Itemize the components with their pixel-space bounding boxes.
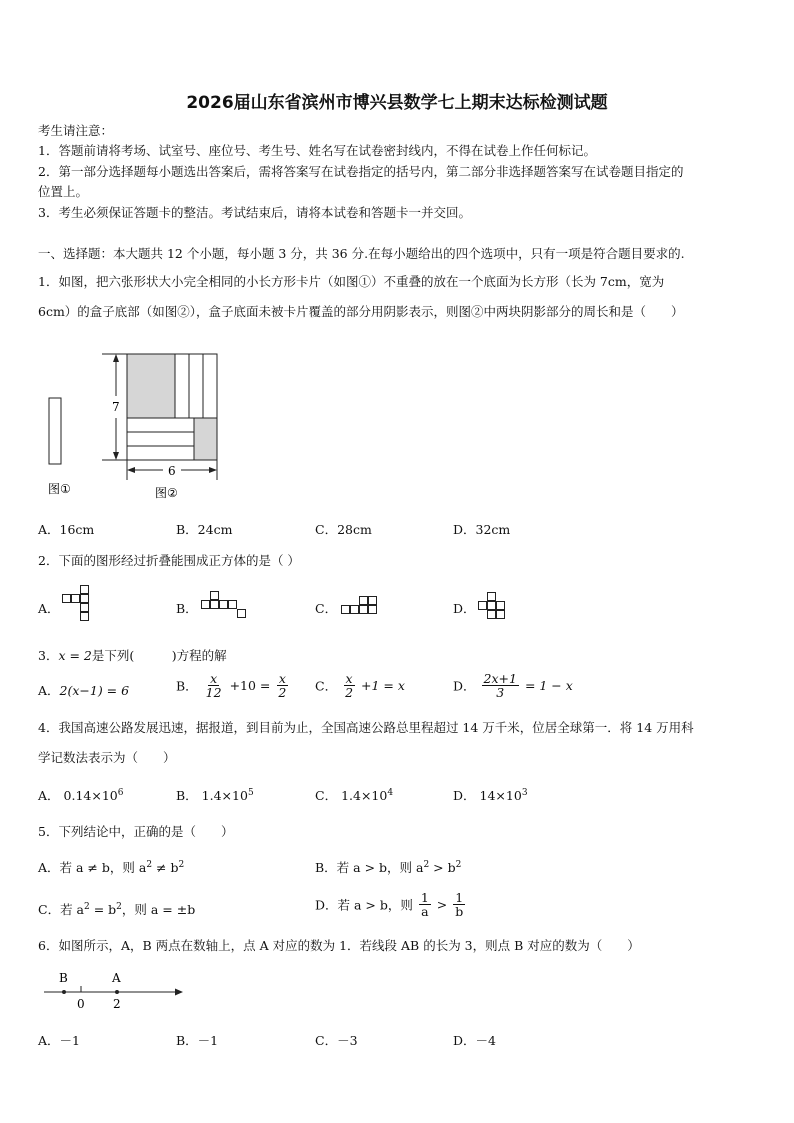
question-3-stem: 3．x = 2是下列( )方程的解: [38, 648, 227, 663]
shaded-region-1: [127, 354, 175, 418]
section-heading: 一、选择题：本大题共 12 个小题，每小题 3 分，共 36 分.在每小题给出的四个选项中，只有一项是符合题目要求的.: [38, 246, 685, 261]
tick-label-0: 0: [77, 997, 85, 1011]
option-label: B．: [176, 678, 198, 694]
fraction: [204, 672, 224, 699]
option-label: A．: [38, 788, 60, 803]
option-label: D．: [453, 678, 476, 694]
dimension-width: 6: [168, 464, 176, 478]
equation-a: 2(x−1) = 6: [59, 683, 130, 698]
notice-item-2-cont: 位置上。: [38, 184, 89, 199]
question-1-option-b: B．24cm: [176, 522, 233, 537]
sci-base: 14×10: [479, 788, 522, 803]
question-6-option-b: B．－1: [176, 1033, 219, 1048]
option-label: B．: [176, 788, 198, 803]
question-4-line2: 学记数法表示为（ ）: [38, 750, 176, 765]
notice-item-3: 3．考生必须保证答题卡的整洁。考试结束后，请将本试卷和答题卡一并交回。: [38, 205, 471, 220]
question-6-option-a: A．－1: [38, 1033, 80, 1048]
denominator: 2: [278, 685, 287, 700]
figure-1-label: 图①: [48, 482, 71, 496]
denominator: 12: [205, 685, 222, 700]
question-4-option-b: [176, 786, 254, 804]
shaded-region-2: [194, 418, 217, 460]
figure-2-label: 图②: [155, 486, 178, 500]
denominator: b: [455, 904, 464, 919]
equation-part: = 1 − x: [524, 678, 573, 693]
question-1-option-c: C．28cm: [315, 522, 372, 537]
question-2-label-c: C．: [315, 601, 338, 616]
question-4-option-c: [315, 786, 393, 804]
question-1-option-d: D．32cm: [453, 522, 511, 537]
statement-part: ，则 a = ±b: [121, 902, 196, 917]
question-1-line1: 1．如图，把六张形状大小完全相同的小长方形卡片（如图①）不重叠的放在一个底面为长方形（长为 7cm，宽为: [38, 274, 665, 289]
question-2-label-d: D．: [453, 601, 476, 616]
question-1-line2: 6cm）的盒子底部（如图②），盒子底面未被卡片覆盖的部分用阴影表示，则图②中两块阴影部分的周长和是（ ）: [38, 304, 684, 319]
point-b-label: B: [59, 971, 68, 985]
notice-item-2: 2．第一部分选择题每小题选出答案后，需将答案写在试卷指定的括号内，第二部分非选择题答案写在试卷题目指定的: [38, 164, 684, 179]
question-4-option-a: [38, 786, 123, 804]
sci-base: 1.4×10: [341, 788, 388, 803]
sci-base: 1.4×10: [201, 788, 248, 803]
question-5-option-a: [38, 858, 184, 876]
exponent: 2: [116, 901, 122, 912]
page-title: 2026届山东省滨州市博兴县数学七上期末达标检测试题: [186, 93, 608, 113]
sci-exponent: 4: [387, 787, 394, 798]
question-4-option-d: [453, 786, 528, 804]
question-2-label-b: B．: [176, 601, 198, 616]
statement-part: B．若 a > b，则 a: [315, 860, 424, 875]
option-label: C．: [315, 678, 338, 694]
point-b-dot: [62, 990, 66, 994]
question-6-option-d: D．－4: [453, 1033, 496, 1048]
sci-exponent: 5: [247, 787, 254, 798]
number-line-figure: [36, 966, 196, 1014]
tick-label-2: 2: [113, 997, 121, 1011]
denominator: a: [421, 904, 429, 919]
fraction: [419, 891, 431, 918]
question-5-option-c: [38, 900, 195, 918]
statement-part: A．若 a ≠ b，则 a: [38, 860, 147, 875]
option-label: A．: [38, 683, 60, 698]
notice-heading: 考生请注意：: [38, 123, 114, 138]
question-2-label-a: A．: [38, 601, 60, 616]
option-label: C．: [315, 788, 338, 803]
point-a-label: A: [112, 971, 121, 985]
exponent: 2: [84, 901, 90, 912]
question-1-figure: [30, 340, 250, 505]
question-3-option-d: [453, 672, 573, 699]
fraction: [276, 672, 288, 699]
question-5-option-d: [315, 891, 467, 918]
question-3-variable: x = 2: [58, 648, 92, 663]
fraction: [343, 672, 355, 699]
question-4-line1: 4．我国高速公路发展迅速，据报道，到目前为止，全国高速公路总里程超过 14 万千米，位居全球第一．将 14 万用科: [38, 720, 694, 735]
fraction: [482, 672, 519, 699]
equation-part: +10 =: [229, 678, 271, 693]
question-6-stem: 6．如图所示，A，B 两点在数轴上，点 A 对应的数为 1．若线段 AB 的长为 3，则点 B 对应的数为（ ）: [38, 938, 640, 953]
question-3-text: 是下列( )方程的解: [91, 648, 227, 663]
denominator: 2: [345, 685, 354, 700]
sci-exponent: 6: [117, 787, 124, 798]
numerator: x: [345, 671, 353, 686]
point-a-dot: [115, 990, 119, 994]
statement-part: C．若 a: [38, 902, 84, 917]
question-3-option-b: [176, 672, 290, 699]
statement-part: > b: [429, 860, 456, 875]
card-rectangle: [49, 398, 61, 464]
exponent: 2: [146, 859, 153, 870]
numerator: 1: [455, 890, 464, 905]
dimension-height: 7: [112, 400, 120, 414]
numerator: x: [210, 671, 218, 686]
arrow-right-icon: [175, 989, 183, 996]
numerator: 1: [420, 890, 429, 905]
numerator: x: [278, 671, 286, 686]
option-label: D．: [453, 788, 476, 803]
exponent: 2: [455, 859, 462, 870]
numerator: 2x+1: [483, 671, 517, 686]
fraction: [453, 891, 465, 918]
question-1-option-a: A．16cm: [38, 522, 95, 537]
comparison-sign: >: [436, 897, 448, 912]
sci-base: 0.14×10: [63, 788, 118, 803]
exponent: 2: [423, 859, 430, 870]
notice-item-1: 1．答题前请将考场、试室号、座位号、考生号、姓名写在试卷密封线内，不得在试卷上作任何标记。: [38, 143, 596, 158]
question-2-stem: 2．下面的图形经过折叠能围成正方体的是（ ）: [38, 553, 300, 568]
question-3-option-a: [38, 681, 129, 699]
statement-part: = b: [89, 902, 117, 917]
statement-part: ≠ b: [152, 860, 179, 875]
exponent: 2: [178, 859, 185, 870]
statement-part: D．若 a > b，则: [315, 897, 413, 913]
question-5-stem: 5．下列结论中，正确的是（ ）: [38, 824, 234, 839]
equation-part: +1 = x: [361, 678, 405, 693]
question-5-option-b: [315, 858, 461, 876]
question-6-option-c: C．－3: [315, 1033, 358, 1048]
denominator: 3: [496, 685, 505, 700]
question-3-option-c: [315, 672, 405, 699]
sci-exponent: 3: [521, 787, 528, 798]
